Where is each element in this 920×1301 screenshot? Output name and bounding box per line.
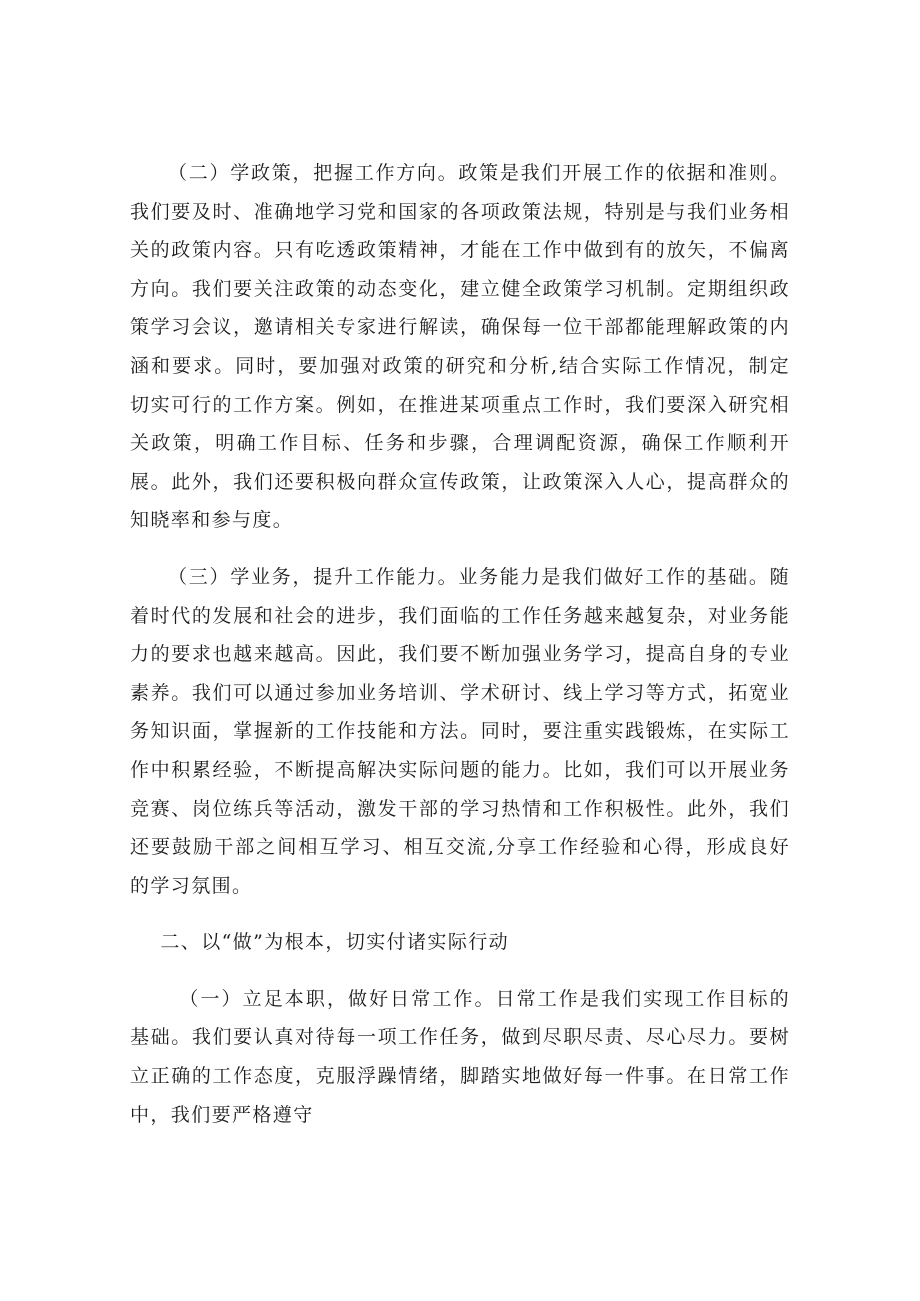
paragraph-policy-study: （二）学政策，把握工作方向。政策是我们开展工作的依据和准则。我们要及时、准确地学习党和国家的各项政策法规，特别是与我们业务相关的政策内容。只有吃透政策精神，才能在工作中做到有的放矢，不偏离方向。我们要关注政策的动态变化，建立健全政策学习机制。定期组织政策学习会议，邀请相关专家进行解读，确保每一位干部都能理解政策的内涵和要求。同时，要加强对政策的研究和分析,结合实际工作情况，制定切实可行的工作方案。例如，在推进某项重点工作时，我们要深入研究相关政策，明确工作目标、任务和步骤，合理调配资源，确保工作顺利开展。此外，我们还要积极向群众宣传政策，让政策深入人心，提高群众的知晓率和参与度。	[130, 162, 790, 532]
paragraph-daily-work: （一）立足本职，做好日常工作。日常工作是我们实现工作目标的基础。我们要认真对待每一项工作任务，做到尽职尽责、尽心尽力。要树立正确的工作态度，克服浮躁情绪，脚踏实地做好每一件事。在日常工作中，我们要严格遵守	[130, 987, 790, 1126]
section-heading: 二、以“做”为根本，切实付诸实际行动	[160, 931, 510, 954]
document-body	[130, 154, 790, 1152]
paragraph-business-study: （三）学业务，提升工作能力。业务能力是我们做好工作的基础。随着时代的发展和社会的进步，我们面临的工作任务越来越复杂，对业务能力的要求也越来越高。因此，我们要不断加强业务学习，提高自身的专业素养。我们可以通过参加业务培训、学术研讨、线上学习等方式，拓宽业务知识面，掌握新的工作技能和方法。同时，要注重实践锻炼，在实际工作中积累经验，不断提高解决实际问题的能力。比如，我们可以开展业务竞赛、岗位练兵等活动，激发干部的学习热情和工作积极性。此外，我们还要鼓励干部之间相互学习、相互交流,分享工作经验和心得，形成良好的学习氛围。	[130, 565, 790, 897]
